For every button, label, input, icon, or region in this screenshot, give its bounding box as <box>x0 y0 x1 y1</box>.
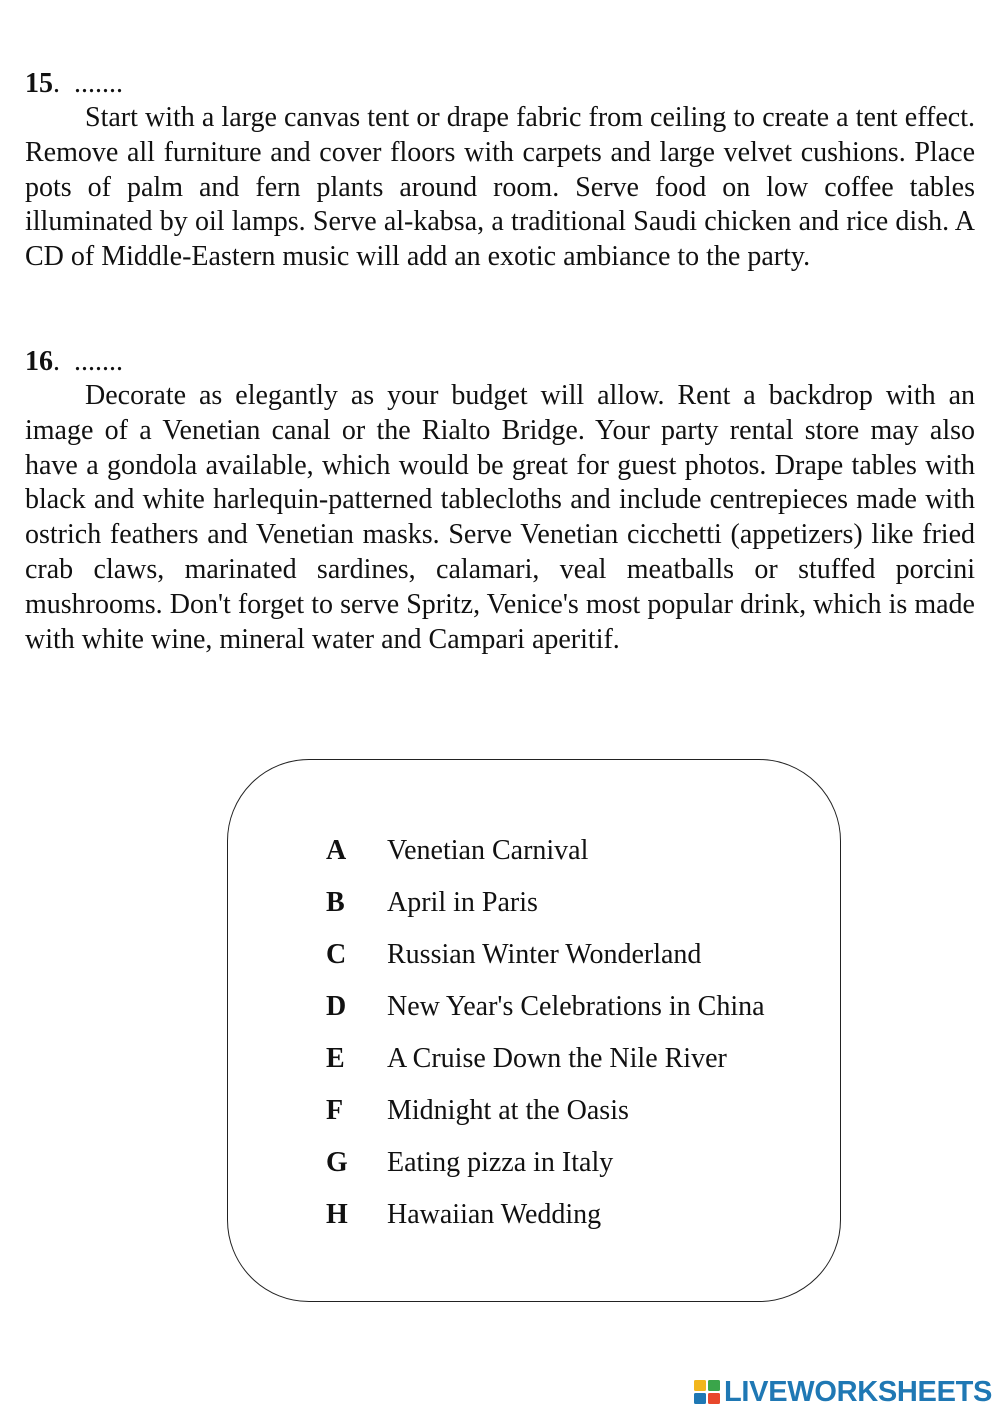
option-f <box>326 1093 629 1129</box>
question-text: Decorate as elegantly as your budget will allow. Rent a backdrop with an image of a Venetian canal or the Rialto Bridge. Your party rental store may also have a gondola available, which would be great for guest photos. Drape tables with black and white harlequin-patterned tablecloths and include centrepieces made with ostrich feathers and Venetian masks. Serve Venetian cicchetti (appetizers) like fried crab claws, marinated sardines, calamari, veal meatballs or stuffed porcini mushrooms. Don't forget to serve Spritz, Venice's most popular drink, which is made with white wine, mineral water and Campari aperitif. <box>25 380 975 655</box>
option-letter: B <box>326 887 345 918</box>
liveworksheets-brand <box>693 1374 992 1410</box>
option-b <box>326 885 538 921</box>
option-letter: E <box>326 1043 345 1074</box>
answer-blank[interactable]: ....... <box>74 346 123 377</box>
option-text: New Year's Celebrations in China <box>387 991 765 1022</box>
question-header <box>25 66 975 102</box>
option-text: Midnight at the Oasis <box>387 1095 629 1126</box>
option-text: Eating pizza in Italy <box>387 1147 614 1178</box>
option-letter: F <box>326 1095 344 1126</box>
option-text: Hawaiian Wedding <box>387 1199 602 1230</box>
question-number-separator: . <box>53 68 60 99</box>
option-letter: C <box>326 939 347 970</box>
option-text: April in Paris <box>387 887 538 918</box>
answer-blank[interactable]: ....... <box>74 68 123 99</box>
answer-options-box <box>227 759 841 1302</box>
question-15 <box>25 66 975 275</box>
option-d <box>326 989 765 1025</box>
question-number: 16 <box>25 346 53 377</box>
option-text: Venetian Carnival <box>387 835 589 866</box>
question-16 <box>25 344 975 657</box>
option-text: Russian Winter Wonderland <box>387 939 702 970</box>
option-letter: H <box>326 1199 348 1230</box>
liveworksheets-wordmark: LIVEWORKSHEETS <box>724 1375 993 1408</box>
option-a <box>326 833 588 869</box>
option-h <box>326 1197 601 1233</box>
option-text: A Cruise Down the Nile River <box>387 1043 727 1074</box>
option-g <box>326 1145 613 1181</box>
question-header <box>25 344 975 380</box>
question-number-separator: . <box>53 346 60 377</box>
liveworksheets-logo-icon <box>693 1379 721 1405</box>
question-text: Start with a large canvas tent or drape fabric from ceiling to create a tent effect. Remove all furniture and cover floors with carpets and large velvet cushions. Place pots of palm and fern plants around room. Serve food on low coffee tables illuminated by oil lamps. Serve al-kabsa, a traditional Saudi chicken and rice dish. A CD of Middle-Eastern music will add an exotic ambiance to the party. <box>25 102 975 273</box>
question-number: 15 <box>25 68 53 99</box>
option-c <box>326 937 701 973</box>
option-e <box>326 1041 727 1077</box>
option-letter: G <box>326 1147 348 1178</box>
option-letter: D <box>326 991 347 1022</box>
option-letter: A <box>326 835 347 866</box>
